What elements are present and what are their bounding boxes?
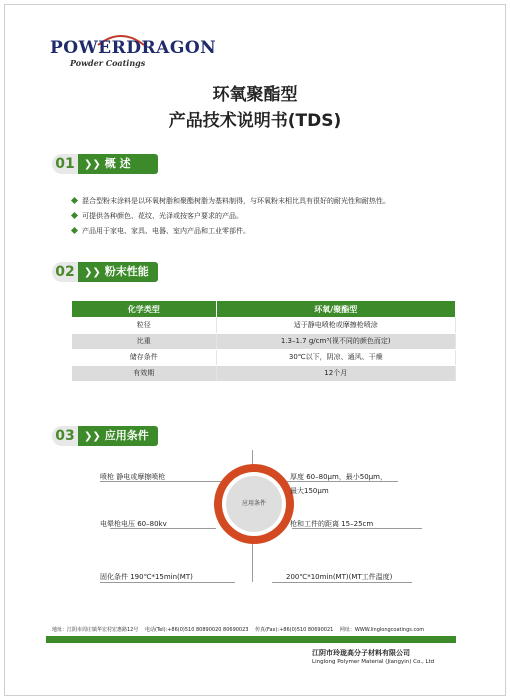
properties-table: [72, 301, 456, 382]
table-row: [72, 365, 456, 381]
table-cell: 1.3–1.7 g/cm³(视不同的颜色而定): [216, 333, 456, 349]
section-header-application: [52, 426, 158, 446]
connector-line: [100, 582, 235, 583]
thickness-max-label: 最大150μm: [290, 487, 329, 495]
table-row: [72, 317, 456, 333]
list-item: 混合型粉末涂料是以环氧树脂和聚酯树脂为基料制得，与环氧粉末相比具有很好的耐光性和耐热性。: [72, 194, 472, 209]
table-cell: 30℃以下，阴凉、通风、干燥: [216, 349, 456, 365]
table-cell: 适于静电喷枪或摩擦枪喷涂: [216, 317, 456, 333]
section-label: 概 述: [104, 157, 131, 170]
double-chevron-icon: ❯❯: [84, 431, 101, 442]
section-header-properties: [52, 262, 158, 282]
list-item: 产品用于家电、家具、电器、室内产品和工业零部件。: [72, 224, 472, 239]
cure-alt-label: 200℃*10min(MT)(MT工件温度): [286, 573, 393, 581]
table-cell: 粒径: [72, 317, 216, 333]
section-label-bar: [78, 154, 158, 174]
footer-contact: [52, 626, 472, 633]
double-chevron-icon: ❯❯: [84, 159, 101, 170]
double-chevron-icon: ❯❯: [84, 267, 101, 278]
company-name-en: Linglong Polymer Material (Jiangyin) Co., Ltd: [312, 659, 435, 665]
section-number: 03: [52, 426, 78, 446]
table-cell: 储存条件: [72, 349, 216, 365]
table-cell: 有效期: [72, 365, 216, 381]
section-number: 01: [52, 154, 78, 174]
connector-line: [252, 542, 253, 582]
table-header-row: [72, 301, 456, 317]
footer-bar: [46, 636, 456, 643]
overview-list: [72, 194, 472, 239]
section-header-overview: [52, 154, 158, 174]
company-name-cn: 江阴市玲珑高分子材料有限公司: [312, 649, 410, 657]
footer-fax: 传真(Fax):+86(0)510 80690021: [255, 627, 334, 633]
footer-address: 地址：江阴市周庄镇华宏村宏惠路12号: [52, 627, 139, 633]
table-row: [72, 349, 456, 365]
voltage-label: 电晕枪电压 60–80kv: [100, 520, 167, 528]
section-number: 02: [52, 262, 78, 282]
section-label: 粉末性能: [104, 265, 149, 278]
company-logo: [50, 38, 217, 68]
section-label-bar: [78, 262, 158, 282]
thickness-label: 厚度 60–80μm，最小50μm，: [290, 473, 387, 481]
distance-label: 枪和工件的距离 15–25cm: [290, 520, 374, 528]
table-row: [72, 333, 456, 349]
section-label-bar: [78, 426, 158, 446]
gun-label: 喷枪 静电或摩擦喷枪: [100, 473, 166, 481]
list-item: 可提供各种颜色、花纹、光泽或按客户要求的产品。: [72, 209, 472, 224]
table-cell: 12个月: [216, 365, 456, 381]
column-header: 环氧/聚酯型: [216, 301, 456, 317]
document-title: 环氧聚酯型: [212, 85, 298, 105]
footer-website[interactable]: 网址：WWW.linglongcoatings.com: [339, 627, 425, 633]
logo-subtitle: Powder Coatings: [70, 58, 146, 68]
document-subtitle: 产品技术说明书(TDS): [168, 111, 342, 131]
section-label: 应用条件: [104, 429, 149, 442]
application-center-label: 应用条件: [226, 476, 282, 532]
cure-label: 固化条件 190℃*15min(MT): [100, 573, 193, 581]
connector-line: [272, 582, 412, 583]
column-header: 化学类型: [72, 301, 216, 317]
logo-wordmark: POWERDRAGON: [50, 38, 217, 58]
table-cell: 比重: [72, 333, 216, 349]
footer-tel: 电话(Tel):+86(0)510 80890020 80690023: [144, 627, 249, 633]
